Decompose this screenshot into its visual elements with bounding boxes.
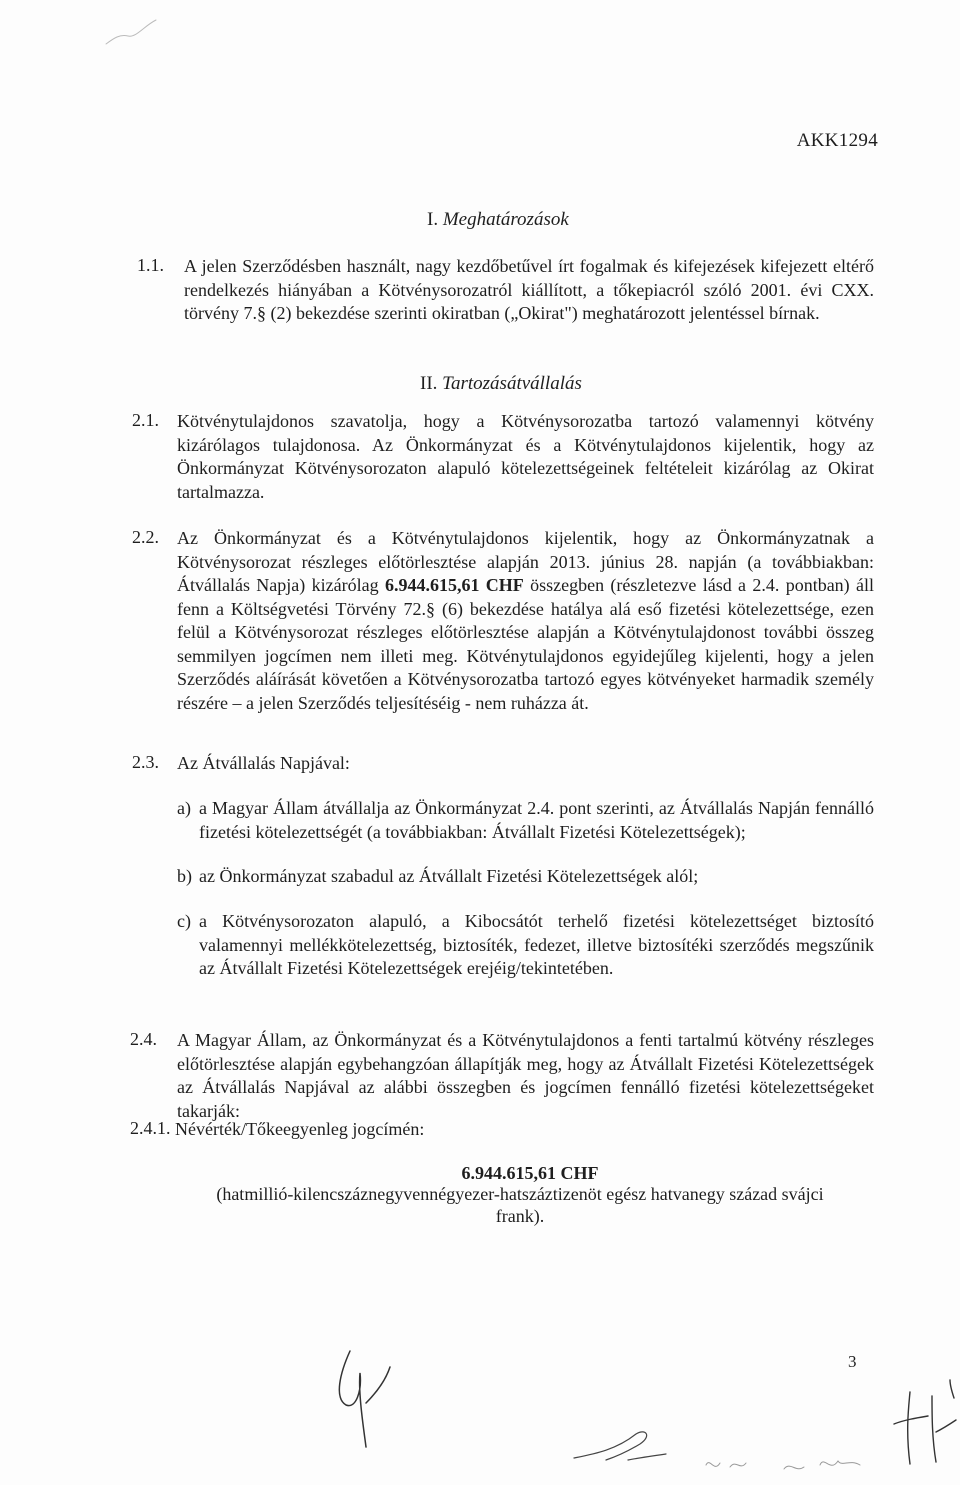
- paragraph-number: 2.4.1.: [130, 1118, 171, 1138]
- faint-top-mark: [100, 14, 170, 54]
- paragraph-number: 2.1.: [132, 410, 159, 430]
- paragraph-1-1: A jelen Szerződésben használt, nagy kezdőbetűvel írt fogalmak és kifejezések kifejezett eltérő rendelkezés hiányában a Kötvénysorozatról kiállított, a tőkepiacról szóló 2001. évi CXX. törvény 7.§ (2) bekezdése szerinti okiratban („Okirat") meghatározott jelentéssel bírnak.: [184, 256, 874, 323]
- paragraph-2-2: [177, 527, 874, 715]
- section-heading-1: [427, 209, 569, 231]
- handwritten-initials-left: [322, 1343, 402, 1453]
- section-number: I.: [427, 209, 439, 230]
- paragraph-2-3-intro: Az Átvállalás Napjával:: [177, 753, 350, 773]
- document-id: AKK1294: [796, 130, 878, 151]
- list-item-label: a): [177, 798, 191, 818]
- page-number: 3: [848, 1352, 857, 1371]
- section-title: Meghatározások: [442, 209, 569, 230]
- section-title: Tartozásátvállalás: [442, 373, 582, 394]
- paragraph-text: Az Önkormányzat és a Kötvénytulajdonos kijelentik, hogy az Önkormányzatnak a Kötvénysorozat részleges előtörlesztése alapján 2013. június 28. napján (a továbbiakban: Átvállalás Napja) kizárólag: [177, 528, 874, 595]
- amount-figure: 6.944.615,61 CHF: [461, 1163, 599, 1183]
- paragraph-number: 2.3.: [132, 752, 159, 772]
- faint-bottom-marks: [700, 1445, 900, 1480]
- amount-in-words: (hatmillió-kilencszáznegyvennégyezer-hatszáztizenöt egész hatvanegy század svájci: [216, 1184, 824, 1204]
- paragraph-2-4-1-label: Névérték/Tőkeegyenleg jogcímén:: [175, 1119, 425, 1139]
- list-item: az Önkormányzat szabadul az Átvállalt Fizetési Kötelezettségek alól;: [199, 866, 699, 886]
- amount-in-words-end: frank).: [495, 1206, 545, 1226]
- list-item-label: c): [177, 911, 191, 931]
- paragraph-number: 2.2.: [132, 527, 159, 547]
- list-item: a Kötvénysorozaton alapuló, a Kibocsátót terhelő fizetési kötelezettséget biztosító valamennyi mellékkötelezettség, biztosíték, fedezet, illetve biztosítéki szerződés megszűnik az Átvállalt Fizetési Kötelezettségek erejéig/tekintetében.: [199, 911, 874, 978]
- list-item-label: b): [177, 866, 192, 886]
- section-number: II.: [420, 373, 438, 394]
- list-item: a Magyar Állam átvállalja az Önkormányzat 2.4. pont szerinti, az Átvállalás Napján fennálló fizetési kötelezettségét (a továbbiakban: Átvállalt Fizetési Kötelezettségek);: [199, 798, 874, 842]
- paragraph-number: 2.4.: [130, 1029, 157, 1049]
- paragraph-2-4: A Magyar Állam, az Önkormányzat és a Kötvénytulajdonos a fenti tartalmú kötvény részleges előtörlesztése alapján egybehangzóan állapítják meg, hogy az Átvállalt Fizetési Kötelezettségek az Átvállalás Napjával az alábbi összegben és jogcímen fennálló fizetési kötelezettségeket takarják:: [177, 1030, 874, 1121]
- amount-text: 6.944.615,61 CHF: [384, 575, 524, 595]
- handwritten-signature-middle: [566, 1420, 676, 1470]
- paragraph-2-1: Kötvénytulajdonos szavatolja, hogy a Kötvénysorozatba tartozó valamennyi kötvény kizárólagos tulajdonosa. Az Önkormányzat és a Kötvénytulajdonos kijelentik, hogy az Önkormányzat Kötvénysorozaton alapuló kötelezettségeinek feltételeit kizárólag az Okirat tartalmazza.: [177, 411, 874, 502]
- paragraph-number: 1.1.: [137, 255, 164, 275]
- paragraph-text: összegben (részletezve lásd a 2.4. pontban) áll fenn a Költségvetési Törvény 72.§ (6) bekezdése hatálya alá eső fizetési kötelezettsége, ezen felül a Kötvénysorozat részleges előtörlesztése alapján a Kötvénytulajdonost további összeg semmilyen jogcímen nem illeti meg. Kötvénytulajdonos egyidejűleg kijelenti, hogy a jelen Szerződés aláírását követően a Kötvénysorozatba tartozó egyes kötvényeket harmadik személy részére – a jelen Szerződés teljesítéséig - nem ruházza át.: [177, 575, 875, 713]
- section-heading-2: [420, 373, 582, 395]
